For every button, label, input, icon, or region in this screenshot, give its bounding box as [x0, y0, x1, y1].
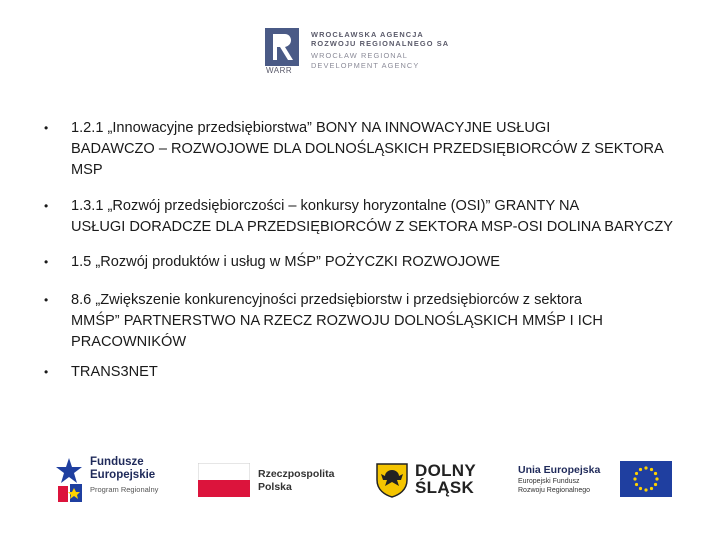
bullet-icon: • [44, 293, 49, 307]
bullet-line: PRACOWNIKÓW [71, 334, 187, 350]
logo-abbrev: WARR [266, 66, 293, 75]
agency-name-pl-2: ROZWOJU REGIONALNEGO SA [311, 39, 450, 49]
funding-logos-bar [0, 450, 720, 510]
bullet-line: BADAWCZO – ROZWOJOWE DLA DOLNOŚLĄSKICH PRZEDSIĘBIORCÓW Z SEKTORA [71, 141, 664, 157]
dolny-slask-crest-icon [375, 462, 409, 498]
agency-name-en-2: DEVELOPMENT AGENCY [311, 60, 420, 70]
eu-star [639, 468, 642, 471]
eu-star [650, 468, 653, 471]
fe-title-2: Europejskie [90, 469, 156, 481]
eu-star [650, 487, 653, 490]
eu-star [654, 472, 657, 475]
eu-star [644, 466, 647, 469]
agency-name-pl-1: WROCŁAWSKA AGENCJA [311, 30, 424, 39]
bullet-line: 1.3.1 „Rozwój przedsiębiorczości – konkursy horyzontalne (OSI)” GRANTY NA [71, 198, 580, 214]
eu-sub-1: Europejski Fundusz [518, 478, 580, 485]
bullet-line: 1.5 „Rozwój produktów i usług w MŚP” POŻYCZKI ROZWOJOWE [71, 254, 500, 270]
bullet-icon: • [44, 365, 49, 379]
eu-star [635, 472, 638, 475]
bullet-line: 8.6 „Zwiększenie konkurencyjności przedsiębiorstw i przedsiębiorców z sektora [71, 292, 582, 308]
bullet-line: MSP [71, 162, 103, 178]
ds-text-block [415, 462, 476, 496]
ds-line-1: DOLNY [415, 461, 476, 480]
bullet-line: 1.2.1 „Innowacyjne przedsiębiorstwa” BONY NA INNOWACYJNE USŁUGI [71, 120, 551, 136]
eu-star [635, 483, 638, 486]
eu-title: Unia Europejska [518, 464, 601, 476]
bullet-item [44, 362, 158, 383]
eu-star [633, 477, 636, 480]
eu-text-block [518, 464, 618, 495]
fe-text-block [90, 456, 200, 494]
bullet-line: USŁUGI DORADCZE DLA PRZEDSIĘBIORCÓW Z SEKTORA MSP-OSI DOLINA BARYCZY [71, 219, 673, 235]
bullet-item [44, 196, 673, 238]
agency-logo [265, 28, 455, 80]
bullet-icon: • [44, 121, 49, 135]
eu-star [644, 488, 647, 491]
eu-star [639, 487, 642, 490]
bullet-icon: • [44, 199, 49, 213]
pl-line-1: Rzeczpospolita [258, 468, 335, 480]
ds-line-2: ŚLĄSK [415, 478, 475, 497]
bullet-item [44, 252, 500, 273]
bullet-icon: • [44, 255, 49, 269]
eu-star [654, 483, 657, 486]
fe-title-1: Fundusze [90, 456, 144, 468]
agency-name-en-1: WROCŁAW REGIONAL [311, 51, 408, 61]
bullet-line: TRANS3NET [71, 364, 158, 380]
pl-line-2: Polska [258, 481, 292, 493]
fundusze-europejskie-icon [54, 456, 84, 504]
bullet-line: MMŚP” PARTNERSTWO NA RZECZ ROZWOJU DOLNOŚLĄSKICH MMŚP I ICH [71, 313, 603, 329]
polish-flag-icon [198, 463, 250, 497]
fe-subtitle: Program Regionalny [90, 485, 159, 494]
pl-text-block [258, 468, 334, 494]
eu-star [655, 477, 658, 480]
bullet-item [44, 290, 603, 353]
eu-sub-2: Rozwoju Regionalnego [518, 487, 590, 494]
bullet-item [44, 118, 664, 181]
eu-flag-icon [620, 461, 672, 497]
